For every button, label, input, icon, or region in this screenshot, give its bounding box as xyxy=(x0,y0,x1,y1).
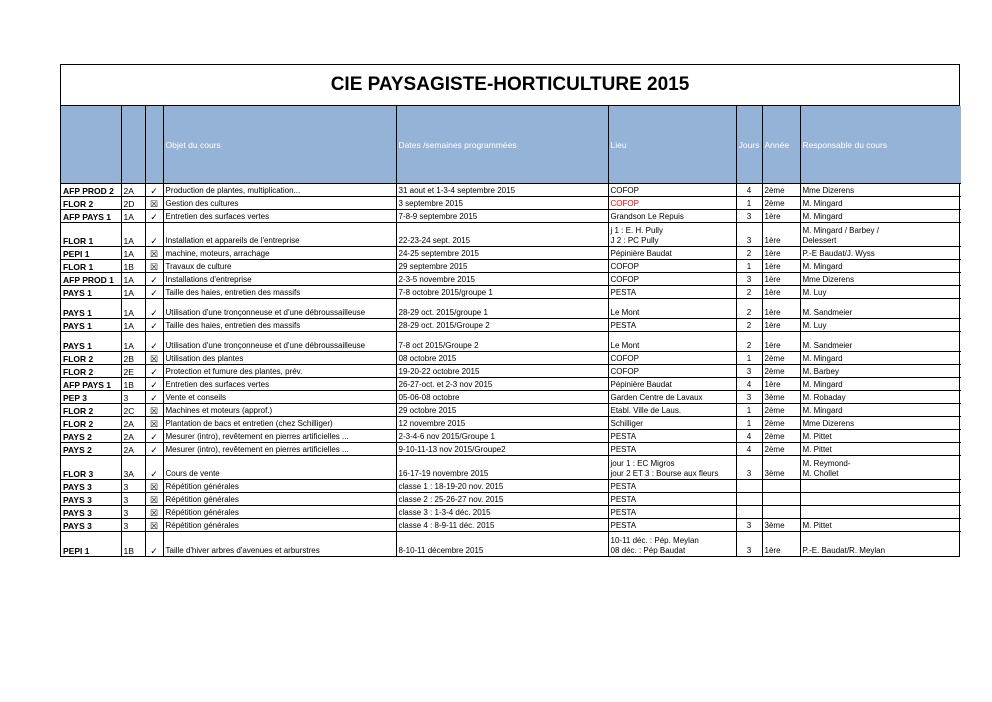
row-code: PAYS 3 xyxy=(61,480,121,493)
row-evaluation-icon: ☒ xyxy=(145,247,163,260)
row-code: AFP PROD 2 xyxy=(61,184,121,197)
row-code: PAYS 1 xyxy=(61,299,121,319)
row-lieu: PESTA xyxy=(608,480,736,493)
row-responsable: M. Mingard xyxy=(800,260,961,273)
header-row xyxy=(61,106,961,184)
row-code: PAYS 3 xyxy=(61,493,121,506)
table-row xyxy=(61,319,961,332)
row-evaluation-icon: ☒ xyxy=(145,352,163,365)
row-objet: Utilisation des plantes xyxy=(163,352,396,365)
row-evaluation-icon: ✓ xyxy=(145,456,163,480)
row-dates: classe 4 : 8-9-11 déc. 2015 xyxy=(396,519,608,532)
row-jours: 2 xyxy=(736,332,762,352)
row-evaluation-icon: ☒ xyxy=(145,417,163,430)
row-annee: 1ère xyxy=(762,319,800,332)
row-lieu: PESTA xyxy=(608,493,736,506)
row-objet: Taille des haies, entretien des massifs xyxy=(163,286,396,299)
row-dates: 3 septembre 2015 xyxy=(396,197,608,210)
page-title: CIE PAYSAGISTE-HORTICULTURE 2015 xyxy=(61,65,959,106)
row-lieu: COFOP xyxy=(608,197,736,210)
row-objet: Répétition générales xyxy=(163,519,396,532)
row-number: 1A xyxy=(121,286,145,299)
schedule-sheet xyxy=(60,64,960,557)
row-responsable xyxy=(800,506,961,519)
row-lieu: PESTA xyxy=(608,519,736,532)
row-responsable: P.-E. Baudat/R. Meylan xyxy=(800,532,961,556)
row-dates: 29 octobre 2015 xyxy=(396,404,608,417)
row-dates: 28-29 oct. 2015/Groupe 2 xyxy=(396,319,608,332)
table-row xyxy=(61,404,961,417)
table-row xyxy=(61,184,961,197)
row-responsable: M. Barbey xyxy=(800,365,961,378)
row-evaluation-icon: ☒ xyxy=(145,480,163,493)
row-evaluation-icon: ✓ xyxy=(145,378,163,391)
table-row xyxy=(61,260,961,273)
row-lieu: Pépinière Baudat xyxy=(608,247,736,260)
row-lieu: COFOP xyxy=(608,365,736,378)
row-objet: Utilisation d'une tronçonneuse et d'une débroussailleuse xyxy=(163,299,396,319)
row-objet: Répétition générales xyxy=(163,480,396,493)
row-code: PEP 3 xyxy=(61,391,121,404)
row-lieu: Le Mont xyxy=(608,332,736,352)
row-responsable: M. Mingard xyxy=(800,378,961,391)
row-objet: Répétition générales xyxy=(163,506,396,519)
row-number: 1B xyxy=(121,532,145,556)
row-responsable: P.-E Baudat/J. Wyss xyxy=(800,247,961,260)
row-number: 1A xyxy=(121,210,145,223)
row-lieu: COFOP xyxy=(608,260,736,273)
table-row xyxy=(61,273,961,286)
row-evaluation-icon: ✓ xyxy=(145,365,163,378)
row-objet: Utilisation d'une tronçonneuse et d'une débroussailleuse xyxy=(163,332,396,352)
row-dates: classe 2 : 25-26-27 nov. 2015 xyxy=(396,493,608,506)
row-objet: Taille des haies, entretien des massifs xyxy=(163,319,396,332)
row-dates: 7-8-9 septembre 2015 xyxy=(396,210,608,223)
row-annee: 2ème xyxy=(762,430,800,443)
row-lieu: jour 1 : EC Migros jour 2 ET 3 : Bourse aux fleurs xyxy=(608,456,736,480)
row-evaluation-icon: ☒ xyxy=(145,260,163,273)
row-responsable: M. Robaday xyxy=(800,391,961,404)
row-number: 2A xyxy=(121,184,145,197)
row-annee: 2ème xyxy=(762,197,800,210)
table-row xyxy=(61,417,961,430)
row-jours: 3 xyxy=(736,365,762,378)
table-row xyxy=(61,299,961,319)
row-dates: 7-8 octobre 2015/groupe 1 xyxy=(396,286,608,299)
row-code: FLOR 2 xyxy=(61,197,121,210)
row-annee xyxy=(762,480,800,493)
row-dates: 12 novembre 2015 xyxy=(396,417,608,430)
row-number: 1A xyxy=(121,223,145,247)
row-responsable: M. Mingard xyxy=(800,210,961,223)
row-jours: 1 xyxy=(736,352,762,365)
row-code: FLOR 3 xyxy=(61,456,121,480)
row-responsable: M. Luy xyxy=(800,286,961,299)
row-lieu: COFOP xyxy=(608,352,736,365)
row-annee: 2ème xyxy=(762,365,800,378)
row-jours xyxy=(736,480,762,493)
row-number: 2B xyxy=(121,352,145,365)
row-responsable: M. Reymond- M. Chollet xyxy=(800,456,961,480)
row-lieu: Garden Centre de Lavaux xyxy=(608,391,736,404)
row-code: FLOR 1 xyxy=(61,223,121,247)
row-evaluation-icon: ✓ xyxy=(145,184,163,197)
row-dates: 7-8 oct 2015/Groupe 2 xyxy=(396,332,608,352)
row-responsable: Mme Dizerens xyxy=(800,273,961,286)
row-annee: 1ère xyxy=(762,247,800,260)
row-code: PAYS 2 xyxy=(61,443,121,456)
row-evaluation-icon: ☒ xyxy=(145,506,163,519)
row-jours xyxy=(736,493,762,506)
row-evaluation-icon: ✓ xyxy=(145,391,163,404)
header-numero xyxy=(121,106,145,184)
row-annee: 3ème xyxy=(762,519,800,532)
row-dates: 31 aout et 1-3-4 septembre 2015 xyxy=(396,184,608,197)
row-evaluation-icon: ✓ xyxy=(145,332,163,352)
row-jours: 1 xyxy=(736,260,762,273)
table-row xyxy=(61,210,961,223)
row-annee: 2ème xyxy=(762,184,800,197)
row-responsable: M. Pittet xyxy=(800,430,961,443)
row-code: PAYS 3 xyxy=(61,506,121,519)
row-dates: 08 octobre 2015 xyxy=(396,352,608,365)
row-annee: 1ère xyxy=(762,223,800,247)
row-code: PAYS 1 xyxy=(61,319,121,332)
row-code: FLOR 2 xyxy=(61,352,121,365)
header-evaluation xyxy=(145,106,163,184)
row-annee: 2ème xyxy=(762,443,800,456)
row-lieu: PESTA xyxy=(608,506,736,519)
row-annee: 3ème xyxy=(762,456,800,480)
row-objet: Taille d'hiver arbres d'avenues et arburstres xyxy=(163,532,396,556)
row-annee xyxy=(762,493,800,506)
row-number: 1B xyxy=(121,260,145,273)
row-objet: Mesurer (intro), revêtement en pierres artificielles ... xyxy=(163,443,396,456)
row-number: 1A xyxy=(121,319,145,332)
row-jours: 3 xyxy=(736,532,762,556)
row-responsable xyxy=(800,493,961,506)
row-dates: 24-25 septembre 2015 xyxy=(396,247,608,260)
row-annee: 2ème xyxy=(762,404,800,417)
row-objet: Installation et appareils de l'entreprise xyxy=(163,223,396,247)
row-evaluation-icon: ✓ xyxy=(145,319,163,332)
row-responsable: M. Sandmeier xyxy=(800,299,961,319)
row-responsable xyxy=(800,480,961,493)
row-code: PEPI 1 xyxy=(61,532,121,556)
row-annee: 1ère xyxy=(762,332,800,352)
row-number: 2A xyxy=(121,430,145,443)
row-jours: 3 xyxy=(736,273,762,286)
row-dates: 2-3-4-6 nov 2015/Groupe 1 xyxy=(396,430,608,443)
row-lieu: Pépinière Baudat xyxy=(608,378,736,391)
row-evaluation-icon: ✓ xyxy=(145,443,163,456)
row-annee: 1ère xyxy=(762,210,800,223)
row-jours: 1 xyxy=(736,417,762,430)
row-jours: 2 xyxy=(736,319,762,332)
row-number: 3 xyxy=(121,493,145,506)
row-annee: 3ème xyxy=(762,391,800,404)
row-annee xyxy=(762,506,800,519)
header-objet: Objet du cours xyxy=(163,106,396,184)
row-jours: 3 xyxy=(736,223,762,247)
table-row xyxy=(61,430,961,443)
row-objet: Vente et conseils xyxy=(163,391,396,404)
row-evaluation-icon: ✓ xyxy=(145,299,163,319)
row-number: 1A xyxy=(121,299,145,319)
row-code: PAYS 2 xyxy=(61,430,121,443)
row-responsable: M. Mingard xyxy=(800,404,961,417)
row-jours xyxy=(736,506,762,519)
table-row xyxy=(61,365,961,378)
row-code: PEPI 1 xyxy=(61,247,121,260)
table-row xyxy=(61,223,961,247)
row-responsable: M. Luy xyxy=(800,319,961,332)
row-jours: 2 xyxy=(736,299,762,319)
row-lieu: j 1 : E. H. Pully J 2 : PC Pully xyxy=(608,223,736,247)
row-number: 2C xyxy=(121,404,145,417)
row-lieu: Etabl. Ville de Laus. xyxy=(608,404,736,417)
row-objet: Production de plantes, multiplication... xyxy=(163,184,396,197)
row-dates: 22-23-24 sept. 2015 xyxy=(396,223,608,247)
row-lieu: Le Mont xyxy=(608,299,736,319)
row-code: FLOR 2 xyxy=(61,365,121,378)
row-dates: 19-20-22 octobre 2015 xyxy=(396,365,608,378)
row-number: 1A xyxy=(121,273,145,286)
row-lieu: PESTA xyxy=(608,430,736,443)
row-objet: Cours de vente xyxy=(163,456,396,480)
row-code: AFP PROD 1 xyxy=(61,273,121,286)
row-jours: 1 xyxy=(736,404,762,417)
row-number: 2A xyxy=(121,443,145,456)
row-dates: 16-17-19 novembre 2015 xyxy=(396,456,608,480)
row-responsable: M. Pittet xyxy=(800,519,961,532)
row-objet: Protection et fumure des plantes, prév. xyxy=(163,365,396,378)
row-number: 3 xyxy=(121,519,145,532)
row-evaluation-icon: ✓ xyxy=(145,286,163,299)
row-objet: Mesurer (intro), revêtement en pierres artificielles ... xyxy=(163,430,396,443)
row-number: 3 xyxy=(121,480,145,493)
row-jours: 2 xyxy=(736,247,762,260)
row-annee: 1ère xyxy=(762,260,800,273)
table-row xyxy=(61,480,961,493)
row-number: 2D xyxy=(121,197,145,210)
row-annee: 1ère xyxy=(762,299,800,319)
row-annee: 1ère xyxy=(762,532,800,556)
row-number: 3 xyxy=(121,506,145,519)
row-jours: 3 xyxy=(736,210,762,223)
row-number: 1A xyxy=(121,247,145,260)
row-dates: 26-27-oct. et 2-3 nov 2015 xyxy=(396,378,608,391)
row-lieu: PESTA xyxy=(608,443,736,456)
row-lieu: Schilliger xyxy=(608,417,736,430)
table-row xyxy=(61,456,961,480)
header-dates: Dates /semaines programmées xyxy=(396,106,608,184)
row-dates: 8-10-11 décembre 2015 xyxy=(396,532,608,556)
row-evaluation-icon: ✓ xyxy=(145,273,163,286)
row-objet: Gestion des cultures xyxy=(163,197,396,210)
row-evaluation-icon: ☒ xyxy=(145,519,163,532)
row-annee: 2ème xyxy=(762,417,800,430)
row-number: 3 xyxy=(121,391,145,404)
course-table xyxy=(61,106,961,556)
row-evaluation-icon: ☒ xyxy=(145,404,163,417)
row-annee: 2ème xyxy=(762,352,800,365)
row-jours: 4 xyxy=(736,443,762,456)
row-code: PAYS 1 xyxy=(61,286,121,299)
row-responsable: Mme Dizerens xyxy=(800,417,961,430)
row-objet: machine, moteurs, arrachage xyxy=(163,247,396,260)
table-row xyxy=(61,378,961,391)
row-annee: 1ère xyxy=(762,273,800,286)
row-evaluation-icon: ✓ xyxy=(145,430,163,443)
table-row xyxy=(61,247,961,260)
row-evaluation-icon: ☒ xyxy=(145,197,163,210)
row-lieu: 10-11 déc. : Pép. Meylan 08 déc. : Pép Baudat xyxy=(608,532,736,556)
table-row xyxy=(61,391,961,404)
table-row xyxy=(61,197,961,210)
row-evaluation-icon: ✓ xyxy=(145,532,163,556)
row-objet: Installations d'entreprise xyxy=(163,273,396,286)
row-jours: 3 xyxy=(736,456,762,480)
row-jours: 1 xyxy=(736,197,762,210)
row-objet: Travaux de culture xyxy=(163,260,396,273)
row-lieu: PESTA xyxy=(608,286,736,299)
header-jours: Jours xyxy=(736,106,762,184)
row-responsable: M. Mingard / Barbey / Delessert xyxy=(800,223,961,247)
table-row xyxy=(61,286,961,299)
row-jours: 4 xyxy=(736,184,762,197)
row-lieu: Grandson Le Repuis xyxy=(608,210,736,223)
row-lieu: COFOP xyxy=(608,184,736,197)
table-row xyxy=(61,443,961,456)
row-code: FLOR 2 xyxy=(61,404,121,417)
row-responsable: M. Mingard xyxy=(800,197,961,210)
row-evaluation-icon: ☒ xyxy=(145,493,163,506)
row-code: FLOR 1 xyxy=(61,260,121,273)
row-dates: classe 1 : 18-19-20 nov. 2015 xyxy=(396,480,608,493)
row-responsable: M. Pittet xyxy=(800,443,961,456)
row-responsable: M. Sandmeier xyxy=(800,332,961,352)
table-row xyxy=(61,332,961,352)
row-evaluation-icon: ✓ xyxy=(145,210,163,223)
row-dates: 2-3-5 novembre 2015 xyxy=(396,273,608,286)
row-code: PAYS 1 xyxy=(61,332,121,352)
row-number: 2A xyxy=(121,417,145,430)
row-code: AFP PAYS 1 xyxy=(61,210,121,223)
row-number: 1A xyxy=(121,332,145,352)
row-dates: 29 septembre 2015 xyxy=(396,260,608,273)
table-row xyxy=(61,493,961,506)
table-row xyxy=(61,352,961,365)
table-row xyxy=(61,506,961,519)
row-objet: Répétition générales xyxy=(163,493,396,506)
row-number: 2E xyxy=(121,365,145,378)
row-responsable: M. Mingard xyxy=(800,352,961,365)
row-jours: 3 xyxy=(736,391,762,404)
row-dates: classe 3 : 1-3-4 déc. 2015 xyxy=(396,506,608,519)
row-jours: 4 xyxy=(736,378,762,391)
header-annee: Année xyxy=(762,106,800,184)
row-dates: 05-06-08 octobre xyxy=(396,391,608,404)
row-objet: Entretien des surfaces vertes xyxy=(163,378,396,391)
row-jours: 2 xyxy=(736,286,762,299)
row-responsable: Mme Dizerens xyxy=(800,184,961,197)
table-row xyxy=(61,519,961,532)
header-responsable: Responsable du cours xyxy=(800,106,961,184)
row-dates: 28-29 oct. 2015/groupe 1 xyxy=(396,299,608,319)
row-lieu: COFOP xyxy=(608,273,736,286)
row-objet: Entretien des surfaces vertes xyxy=(163,210,396,223)
row-objet: Plantation de bacs et entretien (chez Schilliger) xyxy=(163,417,396,430)
row-jours: 3 xyxy=(736,519,762,532)
row-code: AFP PAYS 1 xyxy=(61,378,121,391)
row-number: 3A xyxy=(121,456,145,480)
row-lieu: PESTA xyxy=(608,319,736,332)
row-objet: Machines et moteurs (approf.) xyxy=(163,404,396,417)
row-number: 1B xyxy=(121,378,145,391)
row-dates: 9-10-11-13 nov 2015/Groupe2 xyxy=(396,443,608,456)
row-jours: 4 xyxy=(736,430,762,443)
header-code xyxy=(61,106,121,184)
row-annee: 1ère xyxy=(762,378,800,391)
table-row xyxy=(61,532,961,556)
row-annee: 1ère xyxy=(762,286,800,299)
row-code: PAYS 3 xyxy=(61,519,121,532)
row-evaluation-icon: ✓ xyxy=(145,223,163,247)
header-lieu: Lieu xyxy=(608,106,736,184)
row-code: FLOR 2 xyxy=(61,417,121,430)
